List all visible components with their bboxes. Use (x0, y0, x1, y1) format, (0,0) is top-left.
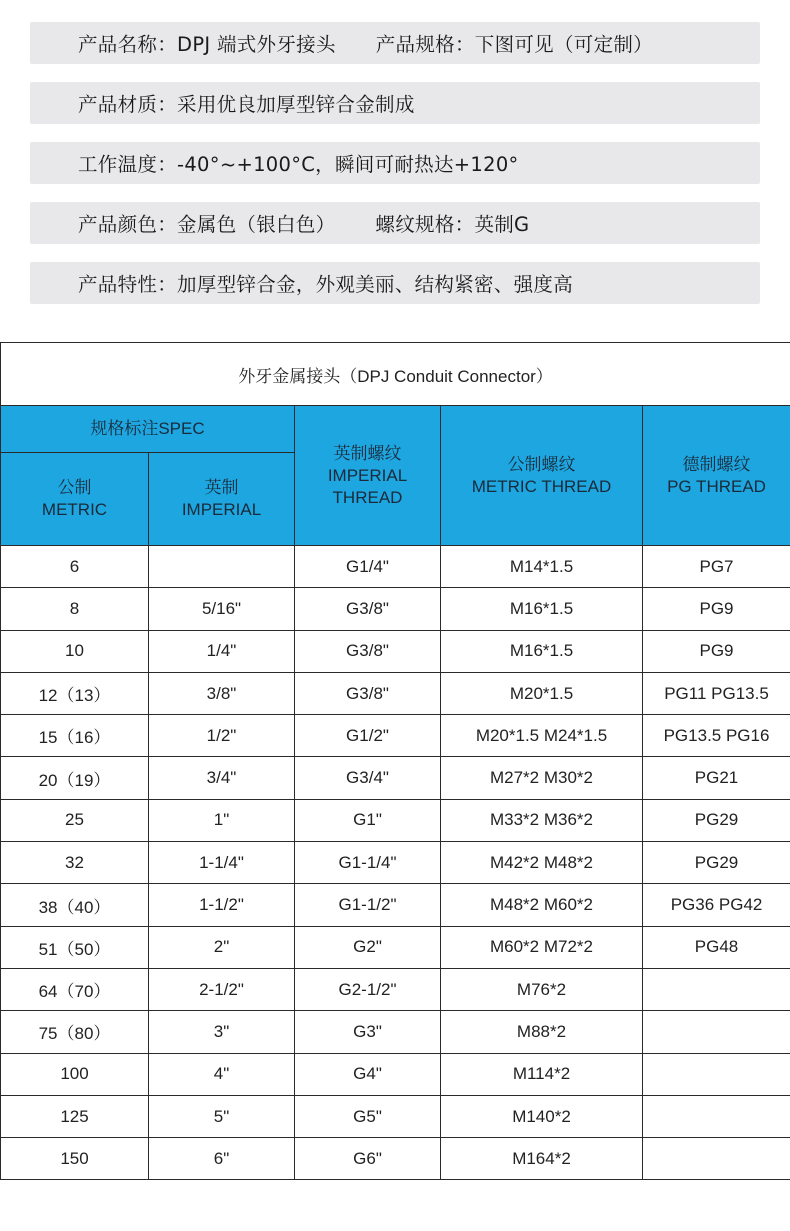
table-row (1, 1011, 790, 1053)
header-imperial (149, 453, 295, 546)
table-body (1, 546, 790, 1180)
cell-imperial-thread: G1-1/2" (295, 884, 441, 926)
header-imperial-thread-cn: 英制螺纹 (333, 443, 402, 463)
cell-metric: 15（16） (1, 715, 149, 757)
cell-metric-thread: M16*1.5 (441, 630, 643, 672)
cell-imperial: 1/4" (149, 630, 295, 672)
spec-table (0, 342, 790, 1180)
cell-imperial-thread: G3/4" (295, 757, 441, 799)
cell-imperial-thread: G3" (295, 1011, 441, 1053)
cell-metric: 12（13） (1, 672, 149, 714)
header-metric-thread (441, 406, 643, 546)
spec-label: 产品规格： (375, 33, 475, 56)
cell-imperial-thread: G5" (295, 1095, 441, 1137)
cell-metric-thread: M48*2 M60*2 (441, 884, 643, 926)
cell-metric-thread: M60*2 M72*2 (441, 926, 643, 968)
feature-label: 产品特性： (78, 273, 178, 296)
cell-imperial-thread: G3/8" (295, 672, 441, 714)
color-value: 金属色（银白色） (177, 213, 336, 236)
cell-metric-thread: M27*2 M30*2 (441, 757, 643, 799)
cell-metric-thread: M33*2 M36*2 (441, 799, 643, 841)
table-title: 外牙金属接头（DPJ Conduit Connector） (1, 343, 790, 406)
cell-imperial-thread: G3/8" (295, 630, 441, 672)
name-value: DPJ 端式外牙接头 (177, 33, 336, 56)
temp-label: 工作温度： (78, 153, 178, 176)
cell-metric-thread: M114*2 (441, 1053, 643, 1095)
cell-imperial-thread: G2" (295, 926, 441, 968)
cell-metric-thread: M76*2 (441, 968, 643, 1010)
cell-metric-thread: M42*2 M48*2 (441, 842, 643, 884)
cell-imperial: 3/4" (149, 757, 295, 799)
cell-imperial: 6" (149, 1138, 295, 1180)
header-metric-en: METRIC (41, 500, 108, 519)
header-spec: 规格标注SPEC (1, 406, 295, 453)
material-label: 产品材质： (78, 93, 178, 116)
table-row (1, 672, 790, 714)
table-row (1, 546, 790, 588)
cell-metric-thread: M14*1.5 (441, 546, 643, 588)
cell-imperial: 1-1/2" (149, 884, 295, 926)
cell-metric: 10 (1, 630, 149, 672)
cell-pg-thread: PG13.5 PG16 (643, 715, 790, 757)
cell-metric-thread: M20*1.5 (441, 672, 643, 714)
cell-imperial: 1" (149, 799, 295, 841)
cell-pg-thread (643, 1011, 790, 1053)
table-row (1, 842, 790, 884)
cell-metric-thread: M16*1.5 (441, 588, 643, 630)
cell-imperial (149, 546, 295, 588)
cell-pg-thread: PG36 PG42 (643, 884, 790, 926)
header-imperial-thread-en1: IMPERIAL (327, 465, 408, 485)
table-row (1, 926, 790, 968)
cell-imperial: 1-1/4" (149, 842, 295, 884)
thread-label: 螺纹规格： (375, 213, 475, 236)
cell-pg-thread (643, 1053, 790, 1095)
table-row (1, 630, 790, 672)
info-bar-name-spec (30, 22, 760, 64)
table-row (1, 1095, 790, 1137)
cell-imperial-thread: G1/4" (295, 546, 441, 588)
table-row (1, 588, 790, 630)
thread-value: 英制G (474, 213, 530, 236)
cell-imperial: 2-1/2" (149, 968, 295, 1010)
cell-metric-thread: M140*2 (441, 1095, 643, 1137)
table-row (1, 884, 790, 926)
cell-pg-thread (643, 968, 790, 1010)
feature-value: 加厚型锌合金，外观美丽、结构紧密、强度高 (177, 273, 574, 296)
cell-imperial-thread: G1-1/4" (295, 842, 441, 884)
cell-imperial: 4" (149, 1053, 295, 1095)
cell-imperial-thread: G2-1/2" (295, 968, 441, 1010)
table-row (1, 1138, 790, 1180)
table-row (1, 715, 790, 757)
cell-imperial: 5" (149, 1095, 295, 1137)
cell-pg-thread (643, 1138, 790, 1180)
table-row (1, 1053, 790, 1095)
cell-pg-thread: PG29 (643, 842, 790, 884)
cell-metric: 150 (1, 1138, 149, 1180)
cell-metric: 100 (1, 1053, 149, 1095)
cell-metric: 64（70） (1, 968, 149, 1010)
cell-metric: 51（50） (1, 926, 149, 968)
cell-imperial: 3" (149, 1011, 295, 1053)
cell-metric: 20（19） (1, 757, 149, 799)
cell-imperial-thread: G3/8" (295, 588, 441, 630)
cell-pg-thread (643, 1095, 790, 1137)
cell-pg-thread: PG9 (643, 588, 790, 630)
cell-metric: 38（40） (1, 884, 149, 926)
header-metric-cn: 公制 (57, 478, 92, 497)
info-bar-material (30, 82, 760, 124)
cell-imperial-thread: G1" (295, 799, 441, 841)
header-imperial-thread (295, 406, 441, 546)
cell-imperial: 5/16" (149, 588, 295, 630)
header-imperial-en: IMPERIAL (181, 500, 262, 519)
cell-metric: 125 (1, 1095, 149, 1137)
header-metric-thread-cn: 公制螺纹 (507, 454, 576, 474)
table-row (1, 757, 790, 799)
cell-pg-thread: PG9 (643, 630, 790, 672)
header-pg-thread-en: PG THREAD (667, 476, 766, 496)
color-label: 产品颜色： (78, 213, 178, 236)
info-bar-temperature (30, 142, 760, 184)
table-row (1, 799, 790, 841)
material-value: 采用优良加厚型锌合金制成 (177, 93, 415, 116)
cell-metric: 8 (1, 588, 149, 630)
cell-pg-thread: PG29 (643, 799, 790, 841)
cell-metric-thread: M164*2 (441, 1138, 643, 1180)
cell-pg-thread: PG11 PG13.5 (643, 672, 790, 714)
info-bar-color-thread (30, 202, 760, 244)
cell-imperial: 1/2" (149, 715, 295, 757)
cell-imperial: 3/8" (149, 672, 295, 714)
header-metric-thread-en: METRIC THREAD (471, 476, 612, 496)
cell-imperial: 2" (149, 926, 295, 968)
header-imperial-cn: 英制 (204, 478, 239, 497)
cell-pg-thread: PG21 (643, 757, 790, 799)
info-bar-feature (30, 262, 760, 304)
cell-metric: 25 (1, 799, 149, 841)
cell-pg-thread: PG48 (643, 926, 790, 968)
temp-value: -40°~+100°C，瞬间可耐热达+120° (177, 153, 519, 176)
cell-pg-thread: PG7 (643, 546, 790, 588)
spec-value: 下图可见（可定制） (474, 33, 653, 56)
cell-metric: 32 (1, 842, 149, 884)
cell-metric: 75（80） (1, 1011, 149, 1053)
name-label: 产品名称： (78, 33, 178, 56)
header-pg-thread (643, 406, 790, 546)
cell-metric-thread: M88*2 (441, 1011, 643, 1053)
cell-imperial-thread: G6" (295, 1138, 441, 1180)
cell-metric-thread: M20*1.5 M24*1.5 (441, 715, 643, 757)
table-row (1, 968, 790, 1010)
cell-metric: 6 (1, 546, 149, 588)
cell-imperial-thread: G4" (295, 1053, 441, 1095)
header-metric (1, 453, 149, 546)
header-imperial-thread-en2: THREAD (332, 487, 403, 507)
cell-imperial-thread: G1/2" (295, 715, 441, 757)
header-pg-thread-cn: 德制螺纹 (682, 454, 751, 474)
